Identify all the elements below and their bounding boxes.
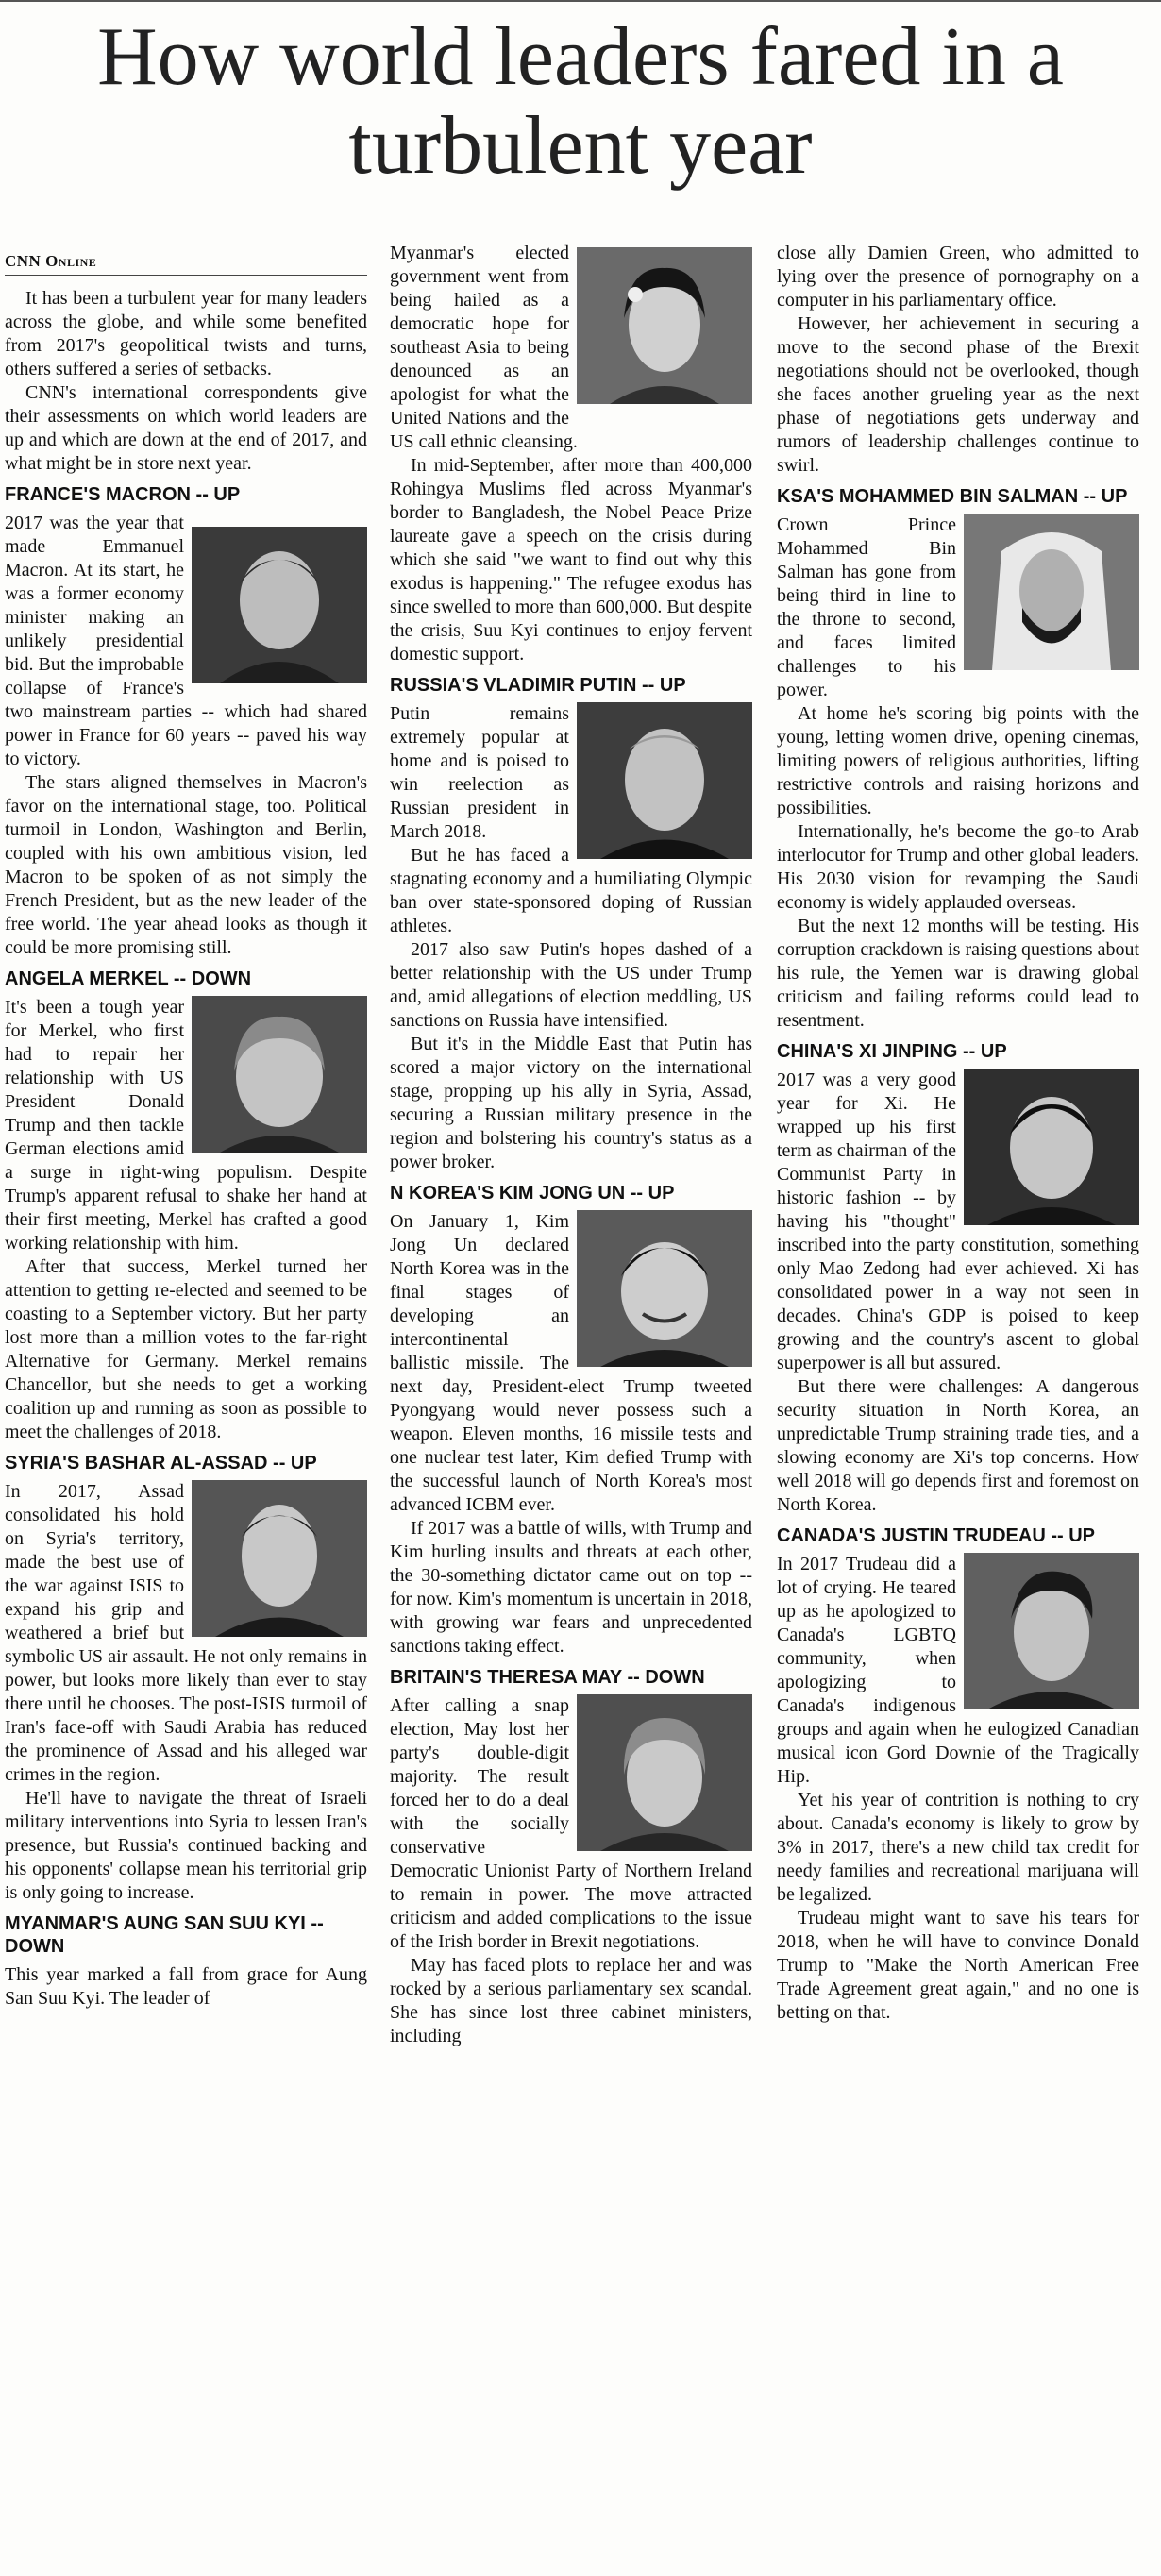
xi-paragraph: 2017 was a very good year for Xi. He wrapped up his first term as chairman of the Communist Party in historic fashion -- by having his "thought" inscribed into the party constitution, something only Mao Zedong had ever achieved. Xi has consolidated power in a way not seen in decades. China's GDP is poised to keep growing and the country's ascent to global superpower is all but assured. <box>777 1069 1139 1373</box>
may-paragraph-continued: close ally Damien Green, who admitted to lying over the presence of pornography on a computer in his parliamentary office. <box>777 243 1139 311</box>
putin-paragraph: Putin remains extremely popular at home and is poised to win reelection as Russian president in March 2018. <box>390 703 569 842</box>
page-headline: How world leaders fared in a turbulent year <box>97 11 1064 192</box>
mbs-paragraph: Internationally, he's become the go-to Arab interlocutor for Trump and other global leaders. His 2030 vision for revamping the Saudi economy is widely applauded overseas. <box>777 821 1139 913</box>
may-paragraph: May has faced plots to replace her and was rocked by a serious parliamentary sex scandal. She has since lost three cabinet ministers, including <box>390 1955 752 2046</box>
column-1 <box>5 242 367 2568</box>
kim-photo <box>577 1210 752 1367</box>
macron-photo <box>192 527 367 683</box>
trudeau-paragraph: Yet his year of contrition is nothing to cry about. Canada's economy is likely to grow by 3% in 2017, there's a new child tax credit for needy families and recreational marijuana will be legalized. <box>777 1790 1139 1905</box>
suukyi-paragraph: This year marked a fall from grace for Aung San Suu Kyi. The leader of <box>5 1964 367 2009</box>
section-heading-putin: RUSSIA'S VLADIMIR PUTIN -- UP <box>390 675 686 696</box>
trudeau-paragraph: Trudeau might want to save his tears for 2018, when he will have to convince Donald Trump to "Make the North American Free Trade Agreement great again," and no one is betting on that. <box>777 1908 1139 2023</box>
mbs-paragraph: But the next 12 months will be testing. His corruption crackdown is raising questions about his rule, the Yemen war is drawing global criticism and failing reforms could lead to resentment. <box>777 916 1139 1031</box>
suukyi-paragraph-continued: Myanmar's elected government went from being hailed as a democratic hope for southeast Asia to being denounced as an apologist for what the United Nations and the US call ethnic cleansing. <box>390 243 578 452</box>
may-paragraph: After calling a snap election, May lost her party's double-digit majority. The result forced her to do a deal with the socially conservative Democratic Unionist Party of Northern Ireland to remain in power. The move attracted criticism and added complications to the issue of the Irish border in Brexit negotiations. <box>390 1695 752 1952</box>
kim-paragraph: If 2017 was a battle of wills, with Trump and Kim hurling insults and threats at each other, the 30-something dictator came out on top -- for now. Kim's momentum is uncertain in 2018, with growing war fears and unprecedented sanctions taking effect. <box>390 1518 752 1657</box>
mbs-paragraph: Crown Prince Mohammed Bin Salman has gone from being third in line to the throne to second, and faces limited challenges to his power. <box>777 514 956 700</box>
putin-photo <box>577 702 752 859</box>
mbs-photo <box>964 514 1139 670</box>
section-heading-kim: N KOREA'S KIM JONG UN -- UP <box>390 1183 675 1204</box>
trudeau-photo <box>964 1553 1139 1709</box>
column-2 <box>390 242 752 2568</box>
assad-paragraph: In 2017, Assad consolidated his hold on Syria's territory, made the best use of the war against ISIS to expand his grip and weathered a brief but symbolic US air assault. He not only remains in power, but looks more likely than ever to stay there until he chooses. The post-ISIS turmoil of Iran's face-off with Saudi Arabia has reduced the prominence of Assad and his alleged war crimes in the region. <box>5 1481 367 1785</box>
section-heading-xi: CHINA'S XI JINPING -- UP <box>777 1041 1007 1062</box>
byline: CNN Online <box>5 249 367 276</box>
trudeau-paragraph: In 2017 Trudeau did a lot of crying. He teared up as he apologized to Canada's LGBTQ community, when apologizing to Canada's indigenous groups and again when he eulogized Canadian musical icon Gord Downie of the Tragically Hip. <box>777 1554 1139 1787</box>
putin-paragraph: But it's in the Middle East that Putin has scored a major victory on the international stage, propping up his ally in Syria, Assad, securing a Russian military presence in the region and bolstering his country's status as a power broker. <box>390 1034 752 1172</box>
may-photo <box>577 1694 752 1851</box>
merkel-photo <box>192 996 367 1153</box>
section-heading-merkel: ANGELA MERKEL -- DOWN <box>5 968 252 989</box>
suukyi-paragraph: In mid-September, after more than 400,000 Rohingya Muslims fled across Myanmar's border to Bangladesh, the Nobel Peace Prize laureate gave a speech on the crisis during which she said "we want to find out why this exodus is happening." The refugee exodus has since swelled to more than 600,000. But despite the crisis, Suu Kyi continues to enjoy fervent domestic support. <box>390 455 752 665</box>
top-rule <box>0 0 1161 2</box>
mbs-paragraph: At home he's scoring big points with the young, letting women drive, opening cinemas, limiting powers of religious authorities, lifting restrictive controls and raising horizons and possibilities. <box>777 703 1139 818</box>
column-3 <box>777 242 1139 2568</box>
section-heading-may: BRITAIN'S THERESA MAY -- DOWN <box>390 1667 705 1688</box>
putin-paragraph: 2017 also saw Putin's hopes dashed of a better relationship with the US under Trump and, amid allegations of election meddling, US sanctions on Russia have intensified. <box>390 939 752 1031</box>
section-heading-trudeau: CANADA'S JUSTIN TRUDEAU -- UP <box>777 1525 1095 1546</box>
section-heading-assad: SYRIA'S BASHAR AL-ASSAD -- UP <box>5 1453 317 1473</box>
xi-photo <box>964 1069 1139 1225</box>
suukyi-photo <box>577 247 752 404</box>
intro-paragraph: CNN's international correspondents give their assessments on which world leaders are up and which are down at the end of 2017, and what might be in store next year. <box>5 382 367 474</box>
may-paragraph: However, her achievement in securing a move to the second phase of the Brexit negotiations should not be overlooked, though she faces another grueling year as the next phase of negotiations gets underway and rumors of leadership challenges continue to swirl. <box>777 313 1139 476</box>
merkel-paragraph: After that success, Merkel turned her attention to getting re-elected and seemed to be coasting to a September victory. But her party lost more than a million votes to the far-right Alternative for Germany. Merkel remains Chancellor, but she needs to get a working coalition up and running as soon as possible to meet the challenges of 2018. <box>5 1256 367 1442</box>
intro-paragraph: It has been a turbulent year for many leaders across the globe, and while some benefited from 2017's geopolitical twists and turns, others suffered a series of setbacks. <box>5 288 367 379</box>
kim-paragraph: On January 1, Kim Jong Un declared North Korea was in the final stages of developing an intercontinental ballistic missile. The next day, President-elect Trump tweeted Pyongyang would never possess such a weapon. Eleven months, 16 missile tests and one nuclear test later, Kim defied Trump with the successful launch of North Korea's most advanced ICBM ever. <box>390 1211 752 1515</box>
section-heading-mbs: KSA'S MOHAMMED BIN SALMAN -- UP <box>777 486 1128 507</box>
macron-paragraph: The stars aligned themselves in Macron's favor on the international stage, too. Political turmoil in London, Washington and Berlin, coupled with his own ambitious vision, led Macron to be spoken of as not simply the French President, but as the new leader of the free world. The year ahead looks as though it could be more promising still. <box>5 772 367 958</box>
section-heading-suukyi: MYANMAR'S AUNG SAN SUU KYI -- DOWN <box>5 1913 324 1957</box>
putin-paragraph: But he has faced a stagnating economy and a humiliating Olympic ban over state-sponsored doping of Russian athletes. <box>390 845 752 936</box>
assad-paragraph: He'll have to navigate the threat of Israeli military interventions into Syria to lessen Iran's presence, but Russia's continued backing and his opponents' collapse mean his territorial grip is only going to increase. <box>5 1788 367 1903</box>
merkel-paragraph: It's been a tough year for Merkel, who first had to repair her relationship with US President Donald Trump and then tackle German elections amid a surge in right-wing populism. Despite Trump's apparent refusal to shake her hand at their first meeting, Merkel has crafted a good working relationship with him. <box>5 997 367 1254</box>
macron-paragraph: 2017 was the year that made Emmanuel Macron. At its start, he was a former economy minister making an unlikely presidential bid. But the improbable collapse of France's two mainstream parties -- which had shared power in France for 60 years -- paved his way to victory. <box>5 513 367 769</box>
assad-photo <box>192 1480 367 1637</box>
section-heading-macron: FRANCE'S MACRON -- UP <box>5 484 241 505</box>
xi-paragraph: But there were challenges: A dangerous security situation in North Korea, an unpredictable Trump straining trade ties, and a slowing economy are Xi's top concerns. How well 2018 will go depends first and foremost on North Korea. <box>777 1376 1139 1515</box>
